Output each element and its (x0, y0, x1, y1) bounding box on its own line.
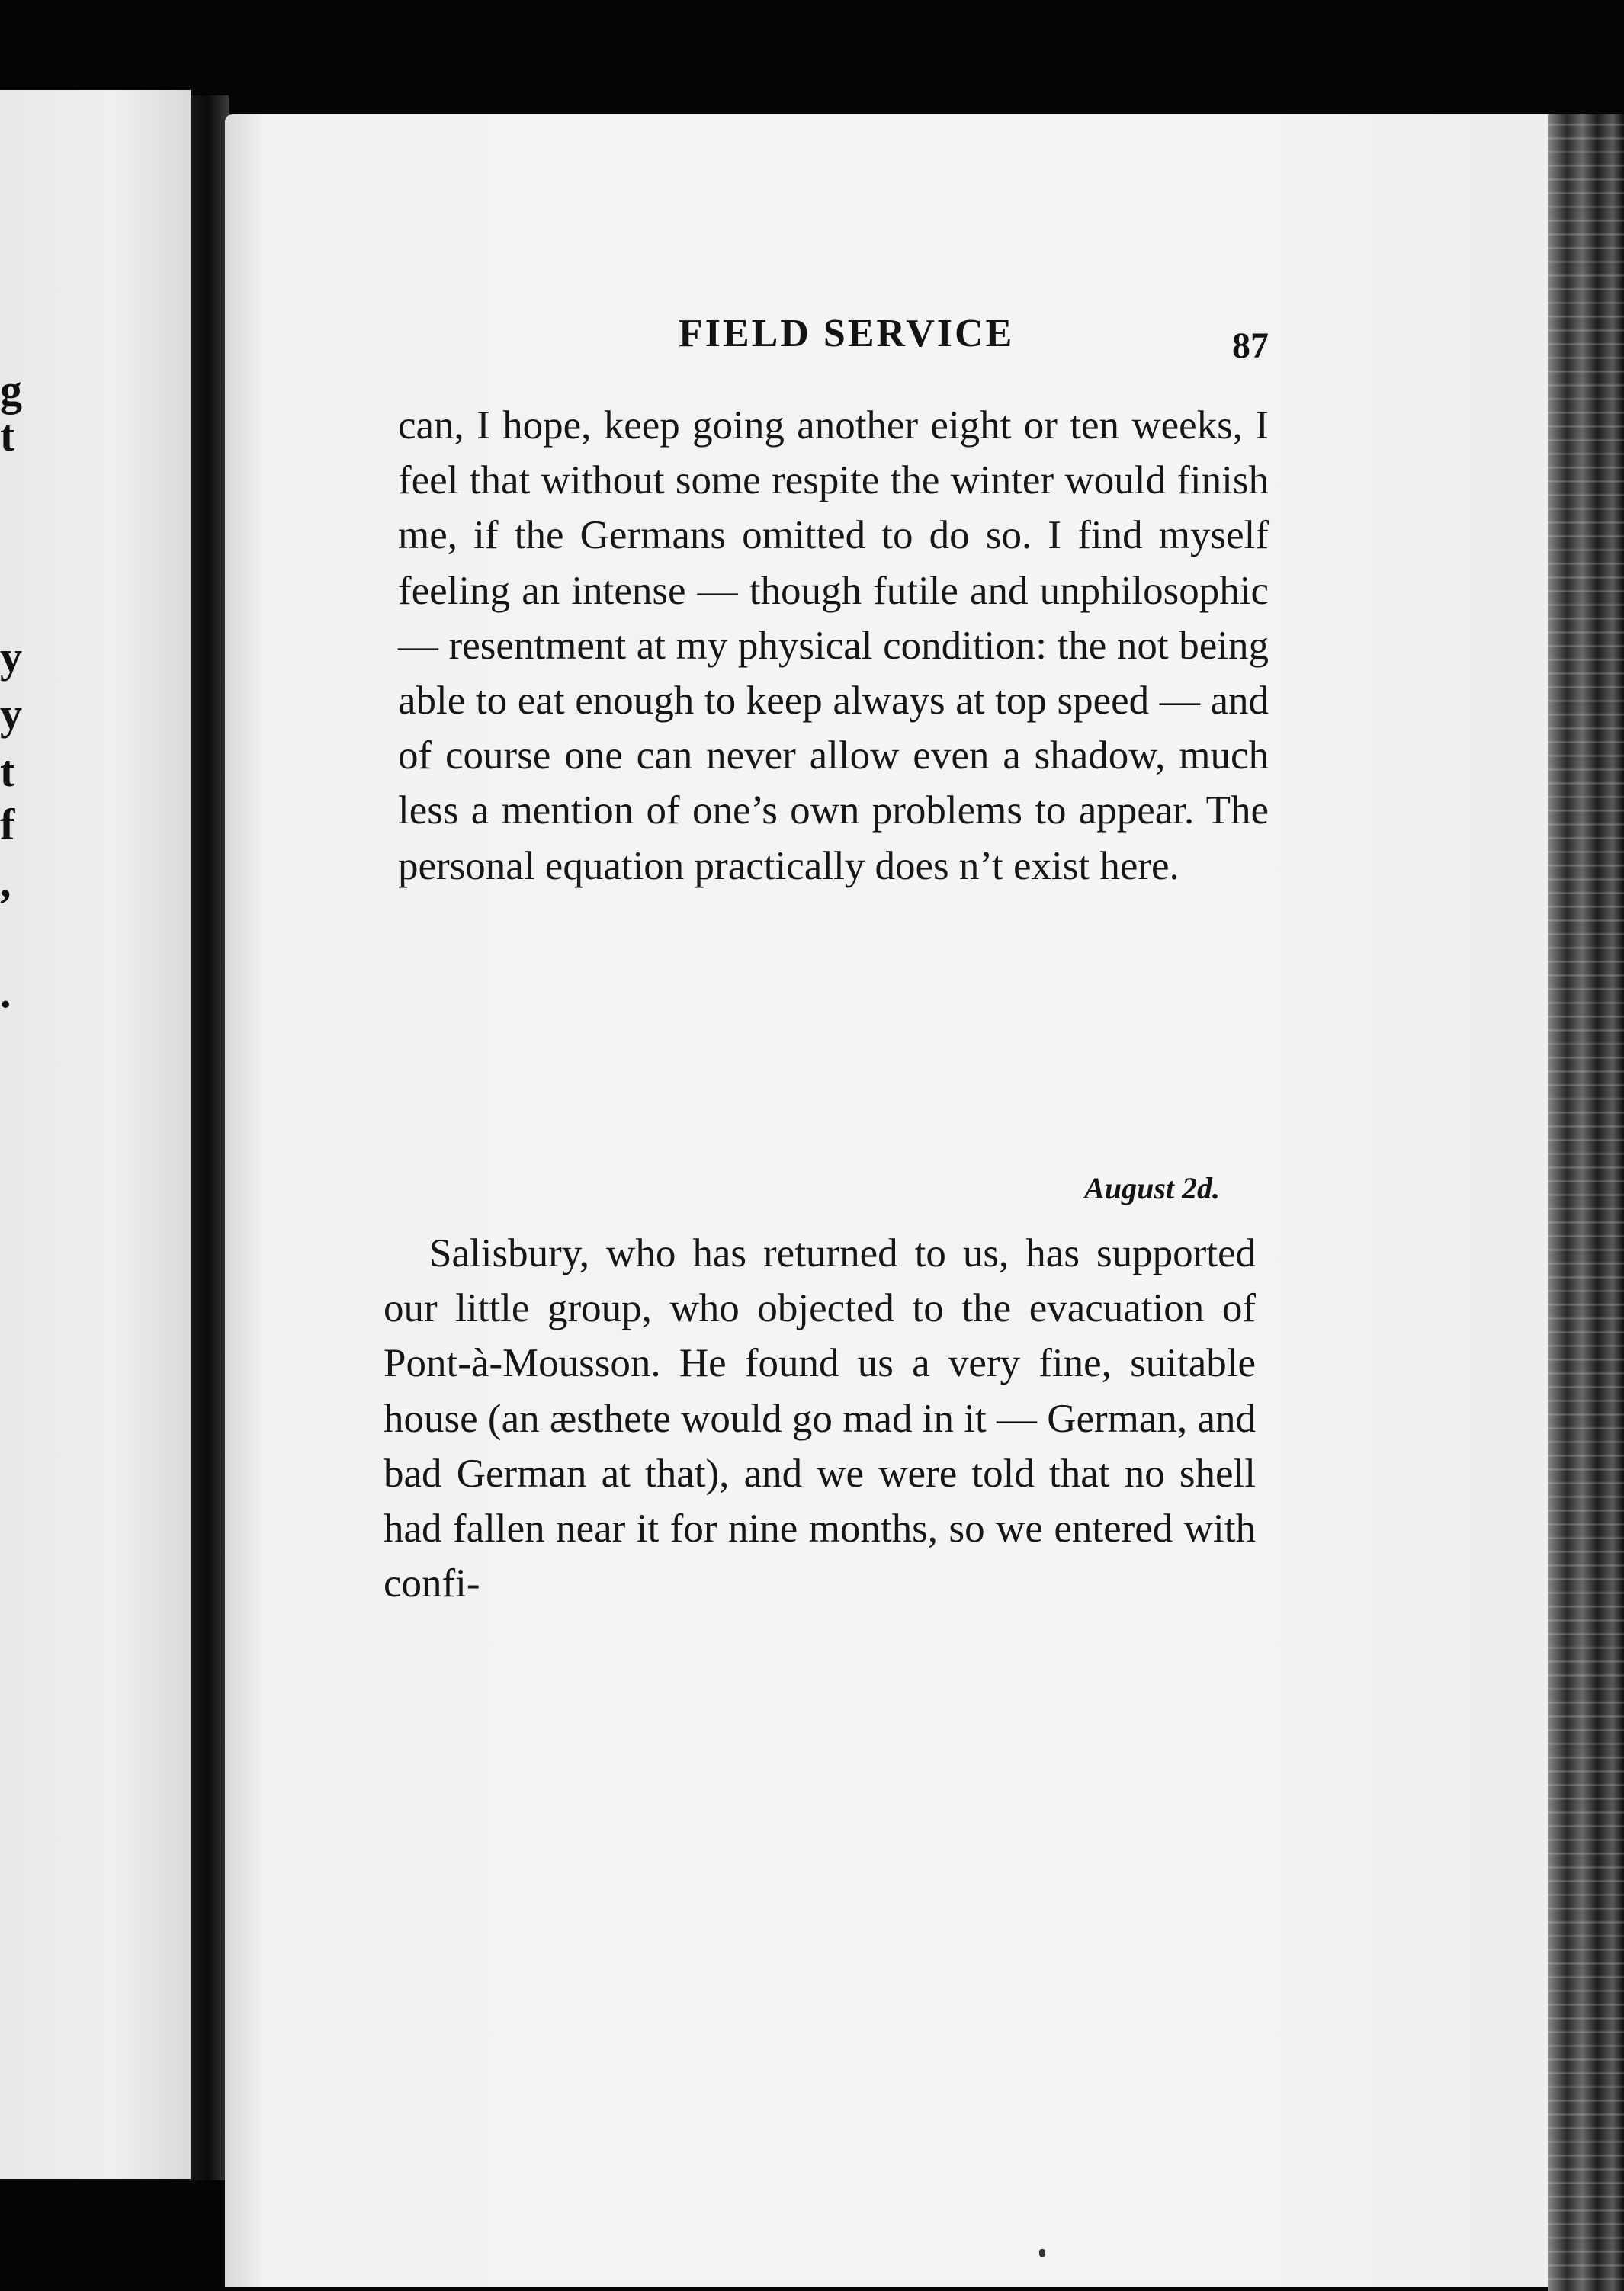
left-page-edge-glyph: . (0, 967, 11, 1017)
body-paragraph: Salisbury, who has returned to us, has supported our little group, who objected to the evacuation of Pont-à-Mousson. He found us a very fine, suitable house (an æsthete would go mad in it — German, and bad German at that), and we were told that no shell had fallen near it for nine months, so we entered with confi- (384, 1231, 1256, 1606)
book-gutter (191, 95, 229, 2180)
facing-page-left (0, 90, 191, 2179)
page-edges (1548, 114, 1624, 2291)
page-number: 87 (1232, 326, 1269, 366)
left-page-edge-glyph: y (0, 632, 22, 682)
body-paragraph: can, I hope, keep going another eight or ten weeks, I feel that without some respite the winter would finish me, if the Germans omitted to do so. I find myself feeling an intense — though futile and unphilosophic — resentment at my physical condition: the not being able to eat enough to keep always at top speed — and of course one can never allow even a shadow, much less a mention of one’s own problems to appear. The personal equation practically does n’t exist here. (398, 403, 1269, 888)
left-page-edge-glyph: , (0, 857, 11, 906)
left-page-edge-glyph: f (0, 800, 15, 849)
running-head: FIELD SERVICE (679, 312, 1015, 355)
left-page-edge-glyph: g (0, 365, 22, 415)
left-page-edge-glyph: t (0, 746, 15, 796)
left-page-edge-glyph: y (0, 689, 22, 739)
left-page-edge-glyph: t (0, 411, 15, 460)
scan-speck (1039, 2249, 1045, 2257)
dateline: August 2d. (1084, 1171, 1220, 1205)
